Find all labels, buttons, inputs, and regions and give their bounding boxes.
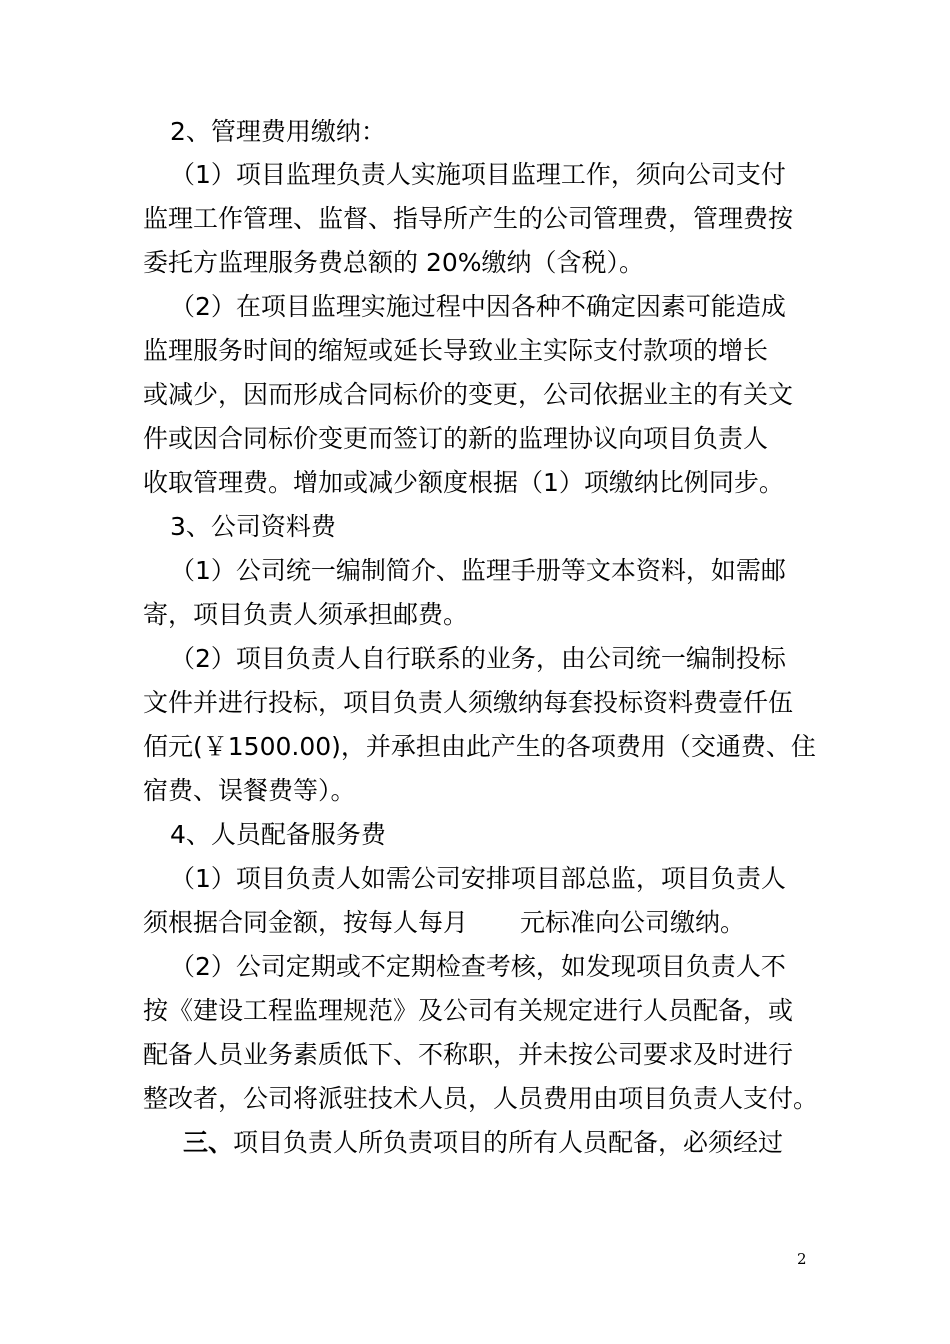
- paragraph-line: 委托方监理服务费总额的 20%缴纳（含税）。: [143, 248, 645, 277]
- section-heading-management-fee: 2、管理费用缴纳：: [170, 117, 386, 146]
- section-heading-staffing-fee: 4、人员配备服务费: [170, 820, 386, 849]
- section-number: 三、: [183, 1128, 234, 1157]
- paragraph-line: 监理工作管理、监督、指导所产生的公司管理费，管理费按: [143, 204, 794, 233]
- paragraph-line: 寄，项目负责人须承担邮费。: [143, 600, 469, 629]
- paragraph-line: 文件并进行投标，项目负责人须缴纳每套投标资料费壹仟伍: [143, 688, 794, 717]
- section-heading-three: [183, 1128, 783, 1158]
- paragraph-line: 宿费、误餐费等）。: [143, 776, 356, 805]
- paragraph-line: （2）公司定期或不定期检查考核，如发现项目负责人不: [170, 952, 786, 981]
- paragraph-line: （2）在项目监理实施过程中因各种不确定因素可能造成: [170, 292, 786, 321]
- paragraph-text: 须根据合同金额，按每人每月: [143, 908, 469, 937]
- paragraph-line: 收取管理费。增加或减少额度根据（1）项缴纳比例同步。: [143, 468, 784, 497]
- paragraph-text: 元标准向公司缴纳。: [520, 908, 746, 937]
- paragraph-line: 整改者，公司将派驻技术人员，人员费用由项目负责人支付。: [143, 1084, 819, 1113]
- paragraph-line: （1）项目监理负责人实施项目监理工作，须向公司支付: [170, 160, 786, 189]
- paragraph-line-with-blank: [143, 908, 745, 938]
- paragraph-line: （2）项目负责人自行联系的业务，由公司统一编制投标: [170, 644, 786, 673]
- paragraph-line: 监理服务时间的缩短或延长导致业主实际支付款项的增长: [143, 336, 769, 365]
- page-number: 2: [797, 1250, 807, 1268]
- section-heading-materials-fee: 3、公司资料费: [170, 512, 336, 541]
- paragraph-line: （1）项目负责人如需公司安排项目部总监，项目负责人: [170, 864, 786, 893]
- paragraph-text: 项目负责人所负责项目的所有人员配备，必须经过: [233, 1128, 784, 1157]
- paragraph-line: 或减少，因而形成合同标价的变更，公司依据业主的有关文: [143, 380, 794, 409]
- paragraph-line: 配备人员业务素质低下、不称职，并未按公司要求及时进行: [143, 1040, 794, 1069]
- paragraph-line: （1）公司统一编制简介、监理手册等文本资料，如需邮: [170, 556, 786, 585]
- paragraph-line: 佰元(￥1500.00)，并承担由此产生的各项费用（交通费、住: [143, 732, 816, 761]
- paragraph-line: 件或因合同标价变更而签订的新的监理协议向项目负责人: [143, 424, 769, 453]
- paragraph-line: 按《建设工程监理规范》及公司有关规定进行人员配备，或: [143, 996, 794, 1025]
